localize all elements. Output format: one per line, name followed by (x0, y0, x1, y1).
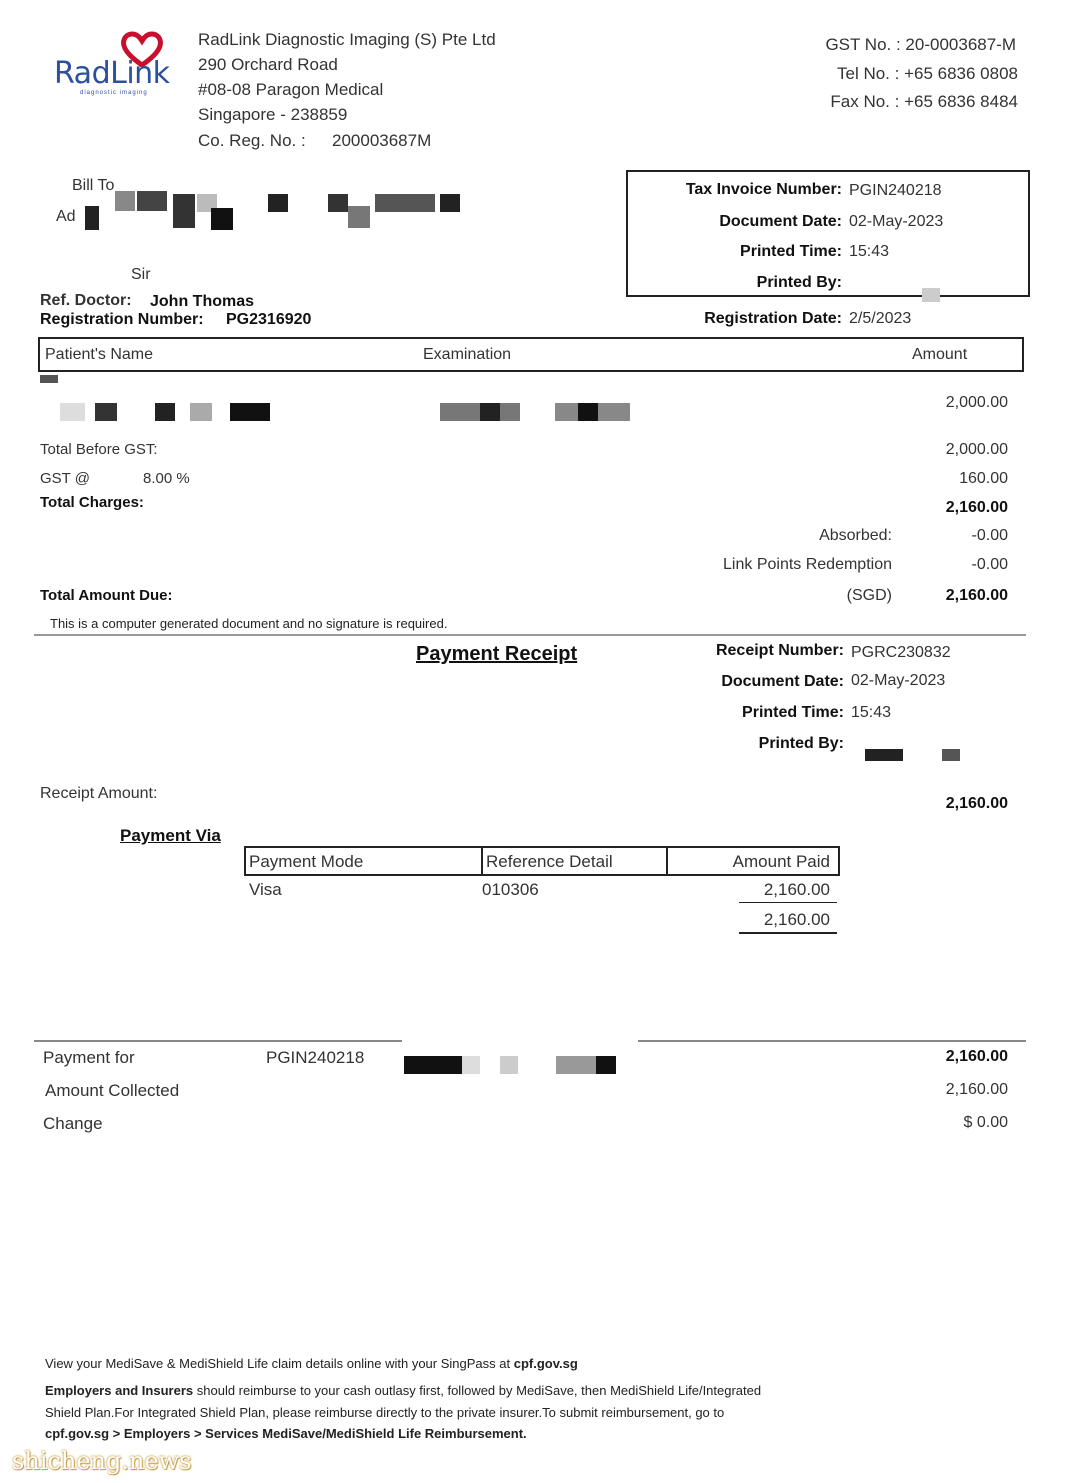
payment-for-label: Payment for (43, 1048, 135, 1067)
registration-number-value: PG2316920 (226, 311, 312, 328)
address-label: Ad (56, 208, 76, 225)
footer-line-2-text: should reimburse to your cash outlasy first, followed by MediSave, then MediShield Life/Integrated (196, 1383, 762, 1398)
col-amount: Amount (912, 346, 968, 363)
company-reg-value: 200003687M (332, 131, 432, 150)
redacted-receipt-printed-by-2 (942, 749, 960, 761)
company-name: RadLink Diagnostic Imaging (S) Pte Ltd (198, 30, 496, 49)
redaction-corner (40, 375, 58, 383)
total-before-gst-value: 2,000.00 (945, 441, 1008, 458)
change-value: $ 0.00 (963, 1114, 1008, 1131)
sir-label: Sir (131, 266, 151, 283)
redacted-payment-for (404, 1056, 616, 1074)
invoice-printed-by-label: Printed By: (756, 274, 842, 291)
footer-line-4-bold: cpf.gov.sg > Employers > Services MediSave/MediShield Life Reimbursement. (45, 1426, 527, 1441)
footer-line-1 (45, 1353, 578, 1375)
invoice-printed-time-label: Printed Time: (740, 243, 842, 260)
redacted-receipt-printed-by (865, 749, 903, 761)
receipt-doc-date-value: 02-May-2023 (851, 672, 946, 689)
footer-line-4 (45, 1423, 527, 1445)
computer-generated-note: This is a computer generated document and no signature is required. (50, 616, 448, 631)
receipt-number-value: PGRC230832 (851, 644, 951, 661)
total-before-gst-label: Total Before GST: (40, 441, 158, 458)
gst-number: GST No. : 20-0003687-M (825, 35, 1016, 54)
company-address-3: Singapore - 238859 (198, 105, 348, 124)
payment-for-value: 2,160.00 (945, 1048, 1008, 1065)
payment-total-amount: 2,160.00 (763, 910, 830, 929)
payment-row-reference: 010306 (482, 880, 539, 899)
footer-line-3: Shield Plan.For Integrated Shield Plan, please reimburse directly to the private insurer.To submit reimbursement, go to (45, 1405, 725, 1420)
receipt-printed-by-label: Printed By: (758, 735, 844, 752)
total-charges-label: Total Charges: (40, 494, 144, 511)
redacted-patient-name (60, 403, 270, 423)
receipt-amount-label: Receipt Amount: (40, 785, 158, 802)
total-due-currency: (SGD) (846, 587, 892, 604)
ref-doctor-value: John Thomas (150, 293, 255, 310)
receipt-printed-time-label: Printed Time: (742, 704, 844, 721)
receipt-doc-date-label: Document Date: (721, 673, 844, 690)
absorbed-label: Absorbed: (819, 527, 892, 544)
registration-date-label: Registration Date: (704, 310, 842, 327)
logo-tagline: diagnostic imaging (80, 90, 148, 96)
redacted-examination (440, 403, 635, 423)
amount-collected-label: Amount Collected (45, 1081, 180, 1100)
change-label: Change (43, 1114, 103, 1133)
payment-for-ref: PGIN240218 (266, 1048, 365, 1067)
redacted-bill-to (85, 186, 465, 232)
col-examination: Examination (423, 346, 512, 363)
invoice-doc-date-label: Document Date: (719, 213, 842, 230)
bill-to-label: Bill To (72, 177, 115, 194)
receipt-number-label: Receipt Number: (715, 642, 844, 659)
gst-rate: 8.00 % (143, 470, 190, 487)
footer-line-2 (45, 1380, 761, 1402)
payment-receipt-title: Payment Receipt (416, 643, 578, 665)
footer-line-2-bold: Employers and Insurers (45, 1383, 194, 1398)
gst-label: GST @ (40, 470, 90, 487)
redacted-printed-by (922, 288, 940, 302)
total-due-label: Total Amount Due: (40, 587, 173, 604)
header-reference-detail: Reference Detail (486, 852, 613, 871)
fax-number: Fax No. : +65 6836 8484 (830, 92, 1018, 111)
registration-date-value: 2/5/2023 (849, 310, 912, 327)
site-watermark: shicheng.news (12, 1447, 192, 1475)
logo-wordmark: RadLink (54, 56, 170, 91)
summary-divider-right (638, 1040, 1026, 1042)
payment-via-label: Payment Via (120, 826, 221, 845)
payment-row-mode: Visa (249, 880, 282, 899)
footer-cpf-link[interactable]: cpf.gov.sg (513, 1356, 578, 1371)
header-payment-mode: Payment Mode (249, 852, 364, 871)
link-points-label: Link Points Redemption (723, 556, 892, 573)
footer-line-1-text: View your MediSave & MediShield Life claim details online with your SingPass at (45, 1356, 511, 1371)
amount-collected-value: 2,160.00 (945, 1081, 1008, 1098)
payment-row-underline (739, 902, 837, 903)
company-address-2: #08-08 Paragon Medical (198, 80, 384, 99)
invoice-doc-date-value: 02-May-2023 (849, 213, 944, 230)
company-reg-label: Co. Reg. No. : (198, 131, 306, 150)
invoice-number-value: PGIN240218 (849, 182, 942, 199)
item-amount: 2,000.00 (945, 394, 1008, 411)
header-amount-paid: Amount Paid (732, 852, 830, 871)
payment-row-amount: 2,160.00 (763, 880, 830, 899)
absorbed-value: -0.00 (971, 527, 1008, 544)
gst-value: 160.00 (959, 470, 1008, 487)
items-header-box (38, 337, 1024, 372)
company-address-1: 290 Orchard Road (198, 55, 338, 74)
invoice-printed-time-value: 15:43 (849, 243, 890, 260)
receipt-amount-value: 2,160.00 (945, 795, 1008, 812)
payment-total-underline (739, 932, 837, 934)
receipt-printed-time-value: 15:43 (851, 704, 892, 721)
ref-doctor-label: Ref. Doctor: (40, 292, 132, 309)
tel-number: Tel No. : +65 6836 0808 (837, 64, 1018, 83)
total-due-value: 2,160.00 (945, 587, 1008, 604)
payment-table-divider-2 (666, 846, 668, 874)
link-points-value: -0.00 (971, 556, 1008, 573)
section-divider (34, 634, 1026, 636)
registration-number-label: Registration Number: (40, 311, 204, 328)
summary-divider-left (34, 1040, 402, 1042)
total-charges-value: 2,160.00 (945, 499, 1008, 516)
radlink-logo (52, 30, 187, 100)
invoice-number-label: Tax Invoice Number: (685, 181, 842, 198)
payment-table-divider-1 (481, 846, 483, 874)
col-patient-name: Patient's Name (45, 346, 153, 363)
